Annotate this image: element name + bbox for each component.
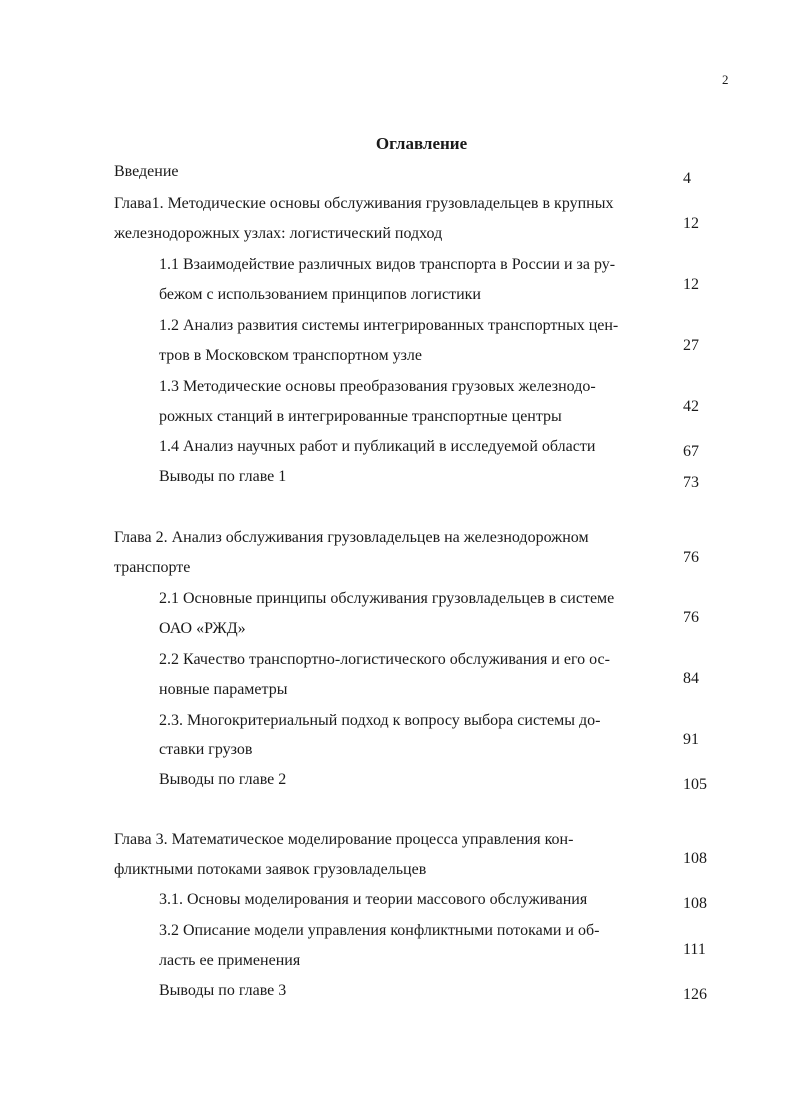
toc-entry-section-1-3-line2[interactable]: рожных станций в интегрированные транспортные центры bbox=[159, 408, 562, 425]
toc-page-chapter3: 108 bbox=[683, 850, 707, 867]
toc-entry-section-1-1-line1[interactable]: 1.1 Взаимодействие различных видов транспорта в России и за ру- bbox=[159, 256, 616, 273]
toc-entry-section-1-3-line1[interactable]: 1.3 Методические основы преобразования грузовых железнодо- bbox=[159, 378, 596, 395]
toc-entry-conclusions-3[interactable]: Выводы по главе 3 bbox=[159, 982, 287, 999]
toc-page-chapter2: 76 bbox=[683, 549, 699, 566]
toc-page-chapter1: 12 bbox=[683, 215, 699, 232]
toc-page-section-3-2: 111 bbox=[683, 941, 706, 958]
toc-entry-section-3-2-line2[interactable]: ласть ее применения bbox=[159, 952, 301, 969]
toc-entry-section-1-2-line2[interactable]: тров в Московском транспортном узле bbox=[159, 347, 423, 364]
toc-page-section-1-4: 67 bbox=[683, 443, 699, 460]
toc-entry-chapter1-line2[interactable]: железнодорожных узлах: логистический подход bbox=[114, 225, 443, 242]
toc-page-conclusions-3: 126 bbox=[683, 986, 707, 1003]
toc-entry-chapter2-line1[interactable]: Глава 2. Анализ обслуживания грузовладельцев на железнодорожном bbox=[114, 529, 589, 546]
toc-entry-section-1-1-line2[interactable]: бежом с использованием принципов логистики bbox=[159, 286, 481, 303]
toc-page-conclusions-2: 105 bbox=[683, 776, 707, 793]
toc-entry-intro[interactable]: Введение bbox=[114, 163, 179, 180]
toc-entry-conclusions-2[interactable]: Выводы по главе 2 bbox=[159, 771, 287, 788]
toc-entry-chapter3-line2[interactable]: фликтными потоками заявок грузовладельцев bbox=[114, 861, 427, 878]
toc-entry-section-1-2-line1[interactable]: 1.2 Анализ развития системы интегрированных транспортных цен- bbox=[159, 317, 619, 334]
toc-entry-section-3-1[interactable]: 3.1. Основы моделирования и теории массового обслуживания bbox=[159, 891, 588, 908]
toc-entry-chapter2-line2[interactable]: транспорте bbox=[114, 559, 191, 576]
toc-entry-section-2-2-line2[interactable]: новные параметры bbox=[159, 681, 288, 698]
toc-entry-section-3-2-line1[interactable]: 3.2 Описание модели управления конфликтными потоками и об- bbox=[159, 922, 600, 939]
page-title: Оглавление bbox=[375, 134, 468, 153]
toc-entry-section-2-3-line1[interactable]: 2.3. Многокритериальный подход к вопросу выбора системы до- bbox=[159, 712, 601, 729]
toc-entry-chapter3-line1[interactable]: Глава 3. Математическое моделирование процесса управления кон- bbox=[114, 831, 574, 848]
toc-page-section-2-3: 91 bbox=[683, 731, 699, 748]
toc-entry-section-2-1-line1[interactable]: 2.1 Основные принципы обслуживания грузовладельцев в системе bbox=[159, 590, 615, 607]
toc-entry-conclusions-1[interactable]: Выводы по главе 1 bbox=[159, 468, 287, 485]
toc-page-intro: 4 bbox=[683, 170, 691, 187]
toc-entry-chapter1-line1[interactable]: Глава1. Методические основы обслуживания грузовладельцев в крупных bbox=[114, 195, 614, 212]
toc-page-section-1-3: 42 bbox=[683, 398, 699, 415]
toc-entry-section-1-4[interactable]: 1.4 Анализ научных работ и публикаций в исследуемой области bbox=[159, 438, 596, 455]
toc-page-section-2-2: 84 bbox=[683, 670, 699, 687]
toc-page-section-1-2: 27 bbox=[683, 337, 699, 354]
toc-page-section-1-1: 12 bbox=[683, 276, 699, 293]
toc-entry-section-2-1-line2[interactable]: ОАО «РЖД» bbox=[159, 620, 246, 637]
toc-page-conclusions-1: 73 bbox=[683, 474, 699, 491]
toc-entry-section-2-2-line1[interactable]: 2.2 Качество транспортно-логистического обслуживания и его ос- bbox=[159, 651, 610, 668]
toc-page-section-2-1: 76 bbox=[683, 609, 699, 626]
page-number: 2 bbox=[722, 72, 729, 87]
toc-page-section-3-1: 108 bbox=[683, 895, 707, 912]
toc-entry-section-2-3-line2[interactable]: ставки грузов bbox=[159, 741, 253, 758]
